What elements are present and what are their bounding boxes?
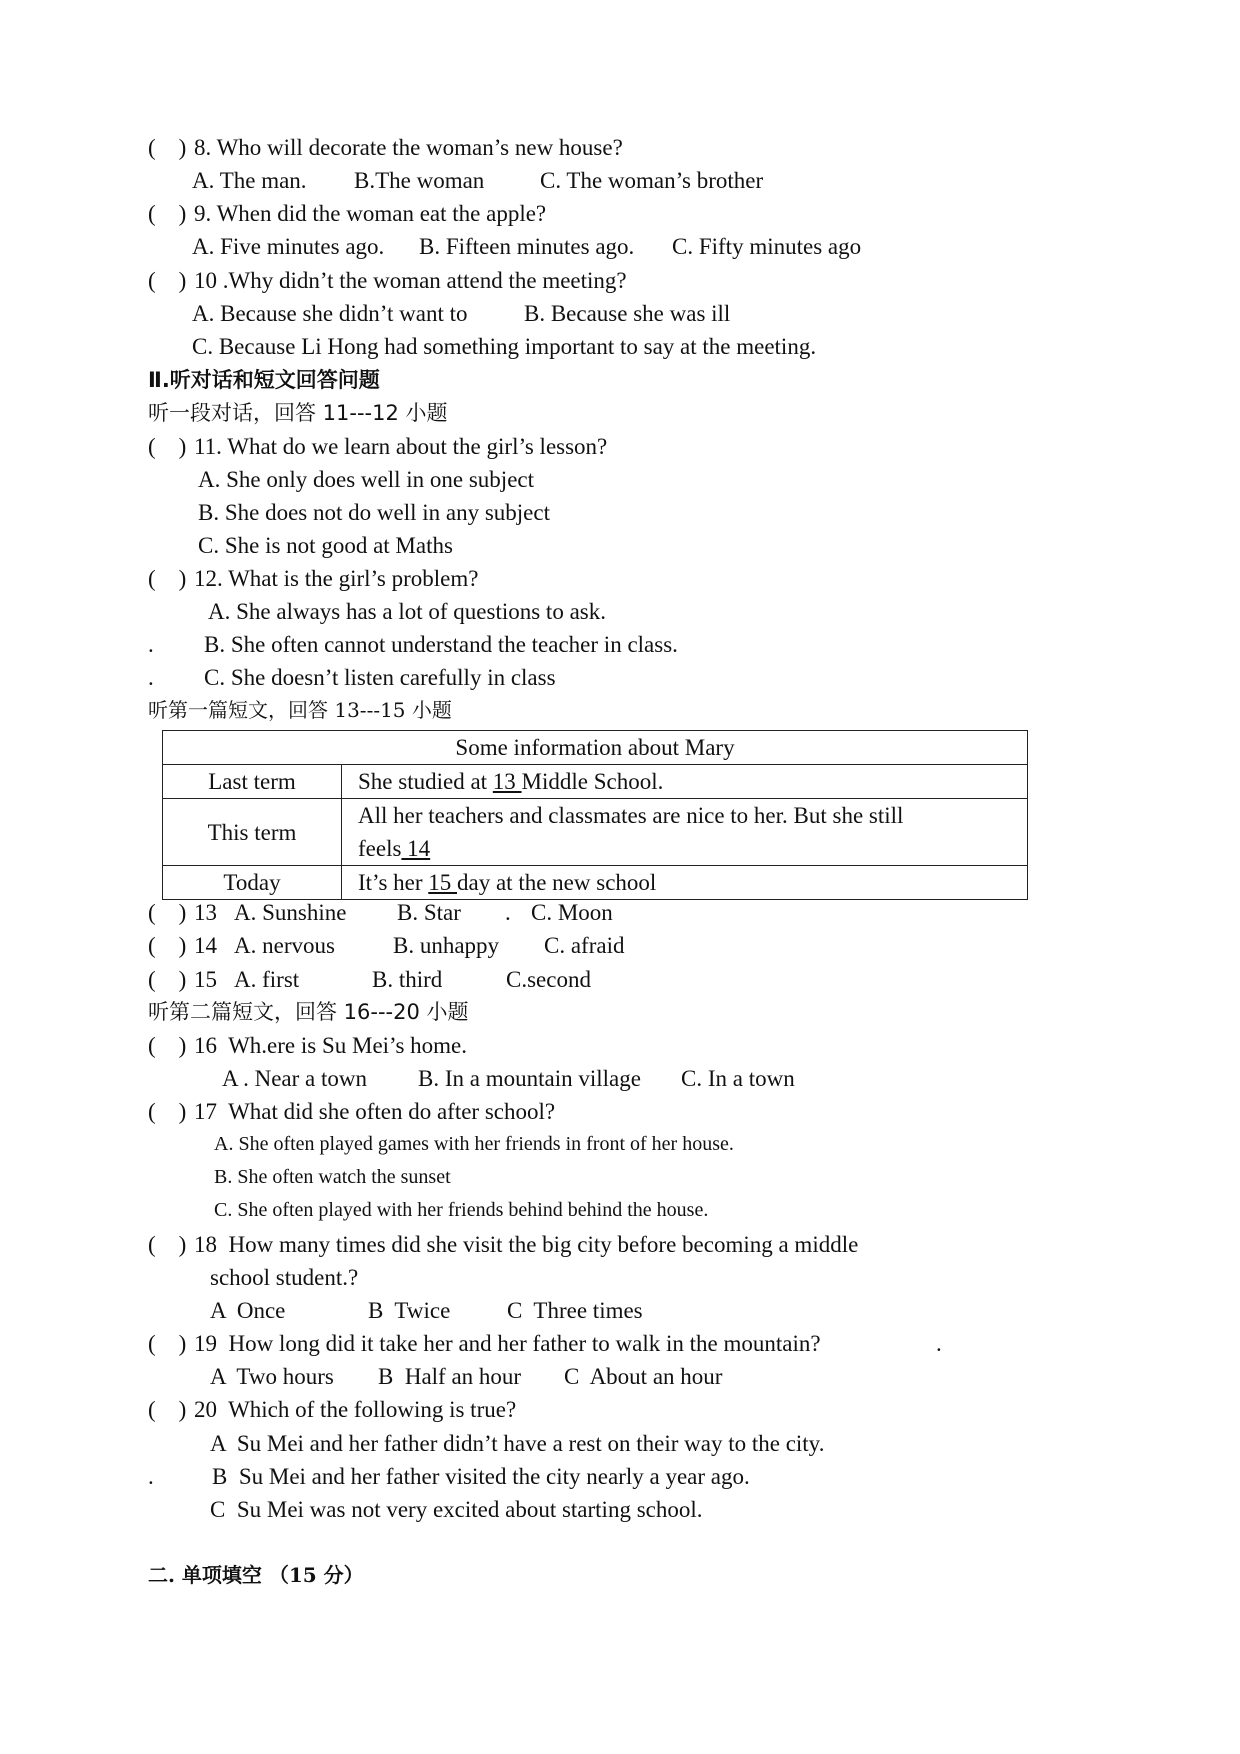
blank-14: 14 bbox=[401, 836, 431, 861]
question-12-option-b: . B. She often cannot understand the teacher in class. bbox=[148, 632, 678, 657]
section-two-heading: 二. 单项填空 （15 分） bbox=[148, 1563, 364, 1587]
question-19: ( ) 19 How long did it take her and her father to walk in the mountain? . bbox=[148, 1331, 942, 1356]
question-16: ( ) 16 Wh.ere is Su Mei’s home. bbox=[148, 1033, 467, 1058]
passage-2-heading: 听第二篇短文，回答 16---20 小题 bbox=[148, 1000, 469, 1024]
question-9: ( ) 9. When did the woman eat the apple? bbox=[148, 201, 547, 226]
passage-1-heading: 听第一篇短文，回答 13---15 小题 bbox=[148, 698, 452, 722]
question-8: ( ) 8. Who will decorate the woman’s new house? bbox=[148, 135, 623, 160]
section-2-title: Ⅱ.听对话和短文回答问题 bbox=[148, 368, 380, 392]
question-13: ( ) 13 A. Sunshine B. Star . C. Moon bbox=[148, 900, 613, 925]
question-17: ( ) 17 What did she often do after school? bbox=[148, 1099, 556, 1124]
table-row bbox=[163, 799, 1028, 866]
table-row-label: This term bbox=[163, 799, 342, 866]
exam-page: ( ) 8. Who will decorate the woman’s new house? A. The man. B.The woman C. The woman’s brother ( ) 9. When did the woman eat the apple? A. Five minutes ago. B. Fifteen minutes ago. C. Fifty minutes ago ( ) 10 .Why didn’t the woman attend the meeting? A. Because she didn’t want to B. Because she was ill C. Because Li Hong had something important to say at the meeting. Ⅱ.听对话和短文回答问题 听一段对话，回答 11---12 小题 ( ) 11. What do we learn about the girl’s lesson? A. She only does well in one subject B. She does not do well in any subject C. She is not good at Maths ( ) 12. What is the girl’s problem? A. She always has a lot of questions to ask. . B. She often cannot understand the teacher in class. . C. She doesn’t listen carefully in class 听第一篇短文，回答 13---15 小题 Some information about Mary Last term She studied at 13 Middle School. This term All her teachers and classmates are nice to her. But she still feels 14 Today It’s her 15 day at the new school ( ) 13 A. Sunshine B. Star . C. Moon ( ) 14 A. nervous B. unhappy C. afraid ( ) 15 A. first B. third C.second 听第二篇短文，回答 16---20 小题 ( ) 16 Wh.ere is Su Mei’s home. A . Near a town B. In a mountain village C. In a town ( ) 17 What did she often do after school? A. She often played games with her friends in front of her house. B. She often watch the sunset C. She often played with her friends behind behind the house. ( ) 18 How many times did she visit the big city before becoming a middle school student.? A Once B Twice C Three times ( ) 19 How long did it take her and her father to walk in the mountain? . A Two hours B Half an hour C About an hour ( ) 20 Which of the following is true? A Su Mei and her father didn’t have a rest on their way to the city. . B Su Mei and her father visited the city nearly a year ago. C Su Mei was not very excited about starting school. 二. 单项填空 （15 分） bbox=[0, 0, 1240, 1754]
question-10: ( ) 10 .Why didn’t the woman attend the meeting? bbox=[148, 268, 627, 293]
question-18: ( ) 18 How many times did she visit the big city before becoming a middle bbox=[148, 1232, 859, 1257]
question-11: ( ) 11. What do we learn about the girl’s lesson? bbox=[148, 434, 608, 459]
table-row-value: It’s her 15 day at the new school bbox=[342, 866, 1028, 900]
table-row bbox=[163, 765, 1028, 799]
table-row bbox=[163, 731, 1028, 765]
question-14: ( ) 14 A. nervous B. unhappy C. afraid bbox=[148, 933, 625, 958]
table-title: Some information about Mary bbox=[163, 731, 1028, 765]
question-20: ( ) 20 Which of the following is true? bbox=[148, 1397, 517, 1422]
table-row-label: Last term bbox=[163, 765, 342, 799]
dialogue-heading: 听一段对话，回答 11---12 小题 bbox=[148, 401, 448, 425]
question-12-option-c: . C. She doesn’t listen carefully in class bbox=[148, 665, 556, 690]
table-row bbox=[163, 866, 1028, 900]
table-row-label: Today bbox=[163, 866, 342, 900]
question-20-option-b: . B Su Mei and her father visited the city nearly a year ago. bbox=[148, 1464, 750, 1489]
info-table bbox=[162, 730, 1028, 900]
blank-15: 15 bbox=[428, 870, 458, 895]
blank-13: 13 bbox=[492, 769, 522, 794]
question-12: ( ) 12. What is the girl’s problem? bbox=[148, 566, 479, 591]
table-row-value: All her teachers and classmates are nice to her. But she still feels 14 bbox=[342, 799, 1028, 866]
question-15: ( ) 15 A. first B. third C.second bbox=[148, 967, 591, 992]
table-row-value: She studied at 13 Middle School. bbox=[342, 765, 1028, 799]
